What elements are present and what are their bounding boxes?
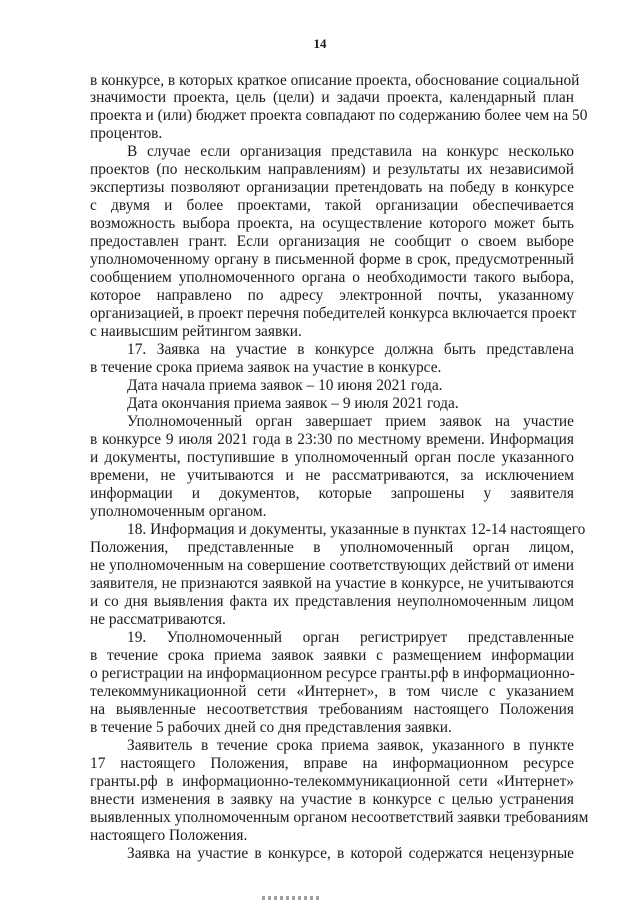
page-number: 14: [313, 36, 327, 51]
text-line: в течение срока приема заявок на участие в конкурсе.: [90, 359, 442, 376]
text-line: 17. Заявка на участие в конкурсе должна быть представлена: [127, 341, 574, 358]
text-line: сообщением уполномоченного органа о необходимости такого выбора,: [90, 269, 574, 286]
text-line: гранты.рф в информационно-телекоммуникационной сети «Интернет»: [90, 773, 574, 790]
text-line: процентов.: [90, 125, 163, 142]
text-line: уполномоченному органу в письменной форме в срок, предусмотренный: [90, 251, 574, 268]
text-line: уполномоченным органом.: [90, 503, 267, 520]
text-line: настоящего Положения.: [90, 827, 248, 844]
text-line: проектов (по нескольким направлениям) и результаты их независимой: [90, 161, 574, 178]
text-line: возможность выбора проекта, на осуществление которого может быть: [90, 215, 574, 232]
text-line: Заявитель в течение срока приема заявок, указанного в пункте: [127, 737, 574, 754]
text-line: 19. Уполномоченный орган регистрирует представленные: [127, 629, 574, 646]
text-line: в течение срока приема заявок заявки с размещением информации: [90, 647, 574, 664]
text-line: в конкурсе 9 июля 2021 года в 23:30 по местному времени. Информация: [90, 431, 574, 448]
text-line: на выявленные несоответствия требованиям настоящего Положения: [90, 701, 574, 718]
text-line: о регистрации на информационном ресурсе гранты.рф в информационно-: [90, 665, 575, 682]
text-line: выявленных уполномоченным органом несоответствий заявки требованиям: [90, 809, 589, 826]
text-line: заявителя, не признаются заявкой на участие в конкурсе, не учитываются: [90, 575, 574, 592]
text-line: внести изменения в заявку на участие в конкурсе с целью устранения: [90, 791, 574, 808]
text-line: и документы, поступившие в уполномоченный орган после указанного: [90, 449, 574, 466]
text-line: и со дня выявления факта их представления неуполномоченным лицом: [90, 593, 574, 610]
text-line: Уполномоченный орган завершает прием заявок на участие: [127, 413, 574, 430]
text-line: времени, не учитываются и не рассматриваются, за исключением: [90, 467, 574, 484]
text-line: не рассматриваются.: [90, 611, 226, 628]
text-line: Дата окончания приема заявок – 9 июля 2021 года.: [127, 395, 459, 412]
text-line: в течение 5 рабочих дней со дня представления заявки.: [90, 719, 452, 736]
text-line: информации и документов, которые запрошены у заявителя: [90, 485, 574, 502]
text-line: Дата начала приема заявок – 10 июня 2021 года.: [127, 377, 443, 394]
scan-artifact: [262, 896, 322, 900]
text-line: значимости проекта, цель (цели) и задачи проекта, календарный план: [90, 89, 574, 106]
text-line: с двумя и более проектами, такой организации обеспечивается: [90, 197, 574, 214]
text-line: телекоммуникационной сети «Интернет», в том числе с указанием: [90, 683, 574, 700]
text-line: которое направлено по адресу электронной почты, указанному: [90, 287, 574, 304]
text-line: проекта и (или) бюджет проекта совпадают по содержанию более чем на 50: [90, 107, 588, 124]
text-line: Положения, представленные в уполномоченный орган лицом,: [90, 539, 574, 556]
text-line: В случае если организация представила на конкурс несколько: [127, 143, 574, 160]
text-line: не уполномоченным на совершение соответствующих действий от имени: [90, 557, 574, 574]
text-line: экспертизы позволяют организации претендовать на победу в конкурсе: [90, 179, 574, 196]
text-line: 17 настоящего Положения, вправе на информационном ресурсе: [90, 755, 574, 772]
text-line: 18. Информация и документы, указанные в пунктах 12-14 настоящего: [127, 521, 586, 538]
text-line: с наивысшим рейтингом заявки.: [90, 323, 302, 340]
text-line: Заявка на участие в конкурсе, в которой содержатся нецензурные: [127, 845, 574, 862]
text-line: в конкурсе, в которых краткое описание проекта, обоснование социальной: [90, 72, 580, 89]
text-line: предоставлен грант. Если организация не сообщит о своем выборе: [90, 233, 574, 250]
text-line: организацией, в проект перечня победителей конкурса включается проект: [90, 305, 577, 322]
